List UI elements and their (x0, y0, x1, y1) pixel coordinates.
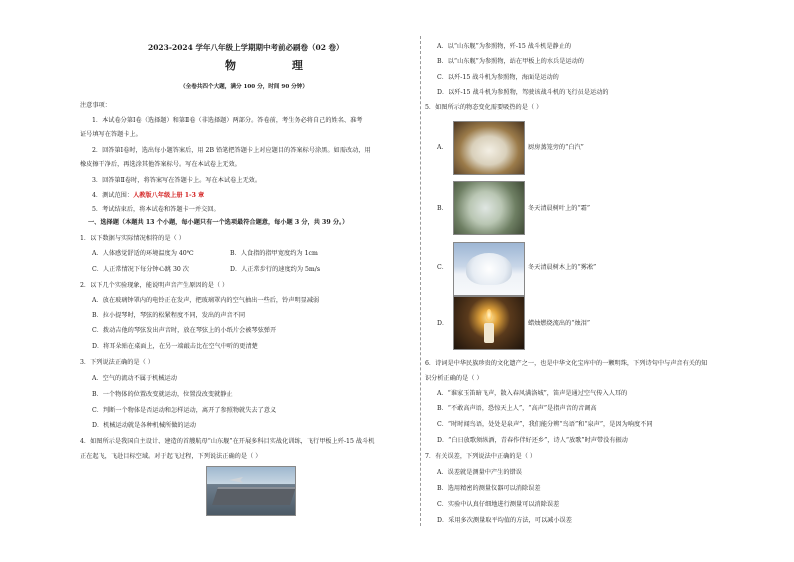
q4-option-b[interactable]: B．以“山东舰”为参照物，站在甲板上的水兵是运动的 (437, 58, 584, 65)
q4-stem-line-1: 4．如图所示是我国自主设计、建造的首艘航母“山东舰”在开展多科目实战化训练，飞行甲板上歼-15 战斗机 (80, 438, 375, 445)
exam-info: （全卷共四个大题，满分 100 分，时间 90 分钟） (180, 84, 308, 90)
q4-option-c[interactable]: C．以歼-15 战斗机为参照物，海面是运动的 (437, 74, 559, 81)
q1-stem: 1．以下数据与实际情况相符的是（ ） (80, 235, 185, 242)
section-1-heading: 一、选择题（本题共 13 个小题，每小题只有一个选项最符合题意，每小题 3 分，共 39 分。） (88, 219, 349, 226)
exam-title: 2023-2024 学年八年级上学期期中考前必刷卷（02 卷） (148, 43, 344, 52)
q5-option-c[interactable]: 冬天清晨树木上的“雾凇” (528, 264, 597, 271)
note-1a: 1．本试卷分第Ⅰ卷（选择题）和第Ⅱ卷（非选择题）两部分。答卷前，考生务必将自己的姓名、准考 (92, 117, 363, 124)
q5-option-b[interactable]: 冬天清晨树叶上的“霜” (528, 205, 591, 212)
note-4-prefix: 4．测试范围： (92, 192, 134, 199)
q5-stem: 5．如图所示的物态变化需要吸热的是（ ） (425, 104, 543, 111)
q7-option-c[interactable]: C．实验中认真仔细地进行测量可以消除误差 (437, 501, 560, 508)
steamer-photo (453, 121, 525, 175)
note-4 (92, 192, 204, 200)
test-scope: 人教版八年级上册 1-3 章 (133, 192, 205, 199)
q1-options-row-2 (80, 266, 415, 274)
frosted-tree (466, 253, 512, 285)
q1-option-a[interactable]: A．人体感觉舒适的环境温度为 40℃ (92, 250, 194, 257)
q1-option-b[interactable]: B．人食指的指甲宽度约为 1cm (230, 250, 318, 257)
rime-tree-photo (453, 242, 525, 296)
frost-leaf-photo (453, 181, 525, 235)
q4-option-a[interactable]: A．以“山东舰”为参照物，歼-15 战斗机是静止的 (437, 43, 572, 50)
q2-option-c[interactable]: C．拨动吉他的琴弦发出声音时，放在琴弦上的小纸片会被琴弦弹开 (92, 327, 277, 334)
q7-stem: 7．有关误差，下列说法中正确的是（ ） (425, 453, 537, 460)
notes-heading: 注意事项： (80, 102, 111, 109)
q6-option-c[interactable]: C．“时时闻鸟语，处处是泉声”，我们能分辨“鸟语”和“泉声”，是因为响度不同 (437, 421, 653, 428)
column-divider (420, 36, 421, 526)
q2-option-a[interactable]: A．放在玻璃钟罩内的电铃正在发声，把玻璃罩内的空气抽出一些后，铃声明显减弱 (92, 297, 320, 304)
q1-options-row-1 (80, 250, 415, 258)
fighter-jet (229, 477, 243, 483)
q7-option-d[interactable]: D．采用多次测量取平均值的方法，可以减小误差 (437, 517, 572, 524)
q2-stem: 2．以下几个实验现象，能说明声音产生原因的是（ ） (80, 282, 229, 289)
aircraft-carrier-photo (206, 466, 296, 516)
q4-stem-line-2: 正在起飞，飞赴目标空域。对于起飞过程，下列说法正确的是（ ） (80, 453, 262, 460)
note-5: 5．考试结束后，将本试卷和答题卡一并交回。 (92, 206, 220, 213)
q5-label-c[interactable]: C． (437, 264, 448, 271)
note-2a: 2．回答第Ⅰ卷时，选出每小题答案后，用 2B 铅笔把答题卡上对应题目的答案标号涂黑。如需改动，用 (92, 147, 371, 154)
q6-stem-line-2: 识分析正确的是（ ） (425, 375, 483, 382)
q7-option-a[interactable]: A．误差就是测量中产生的错误 (437, 469, 522, 476)
subject-title: 物 理 (225, 59, 329, 72)
candle-body (484, 323, 494, 343)
flight-deck (212, 487, 296, 505)
note-1b: 证号填写在答题卡上。 (80, 131, 142, 138)
q7-option-b[interactable]: B．选用精密的测量仪器可以消除误差 (437, 485, 541, 492)
candle-photo (453, 296, 525, 350)
q3-option-a[interactable]: A．空气的流动不属于机械运动 (92, 375, 177, 382)
q3-option-c[interactable]: C．判断一个物体是否运动和怎样运动，离开了参照物就失去了意义 (92, 407, 277, 414)
q2-option-d[interactable]: D．将耳朵贴在桌面上，在另一端敲击比在空气中听的更清楚 (92, 343, 258, 350)
candle-flame (486, 309, 492, 321)
q6-option-d[interactable]: D．“白日放歌须纵酒，青春作伴好还乡”，诗人“放歌”时声带没有振动 (437, 437, 628, 444)
q1-option-c[interactable]: C．人正常情况下每分钟心跳 30 次 (92, 266, 189, 273)
q6-option-a[interactable]: A．“谁家玉笛暗飞声，散入春风满洛城”，笛声是通过空气传入人耳的 (437, 390, 628, 397)
q5-option-a[interactable]: 厨房蒸笼旁的“白汽” (528, 144, 584, 151)
note-2b: 橡皮擦干净后，再选涂其他答案标号。写在本试卷上无效。 (80, 161, 241, 168)
q5-option-d[interactable]: 蜡烛燃烧流出的“烛泪” (528, 320, 591, 327)
q5-label-a[interactable]: A． (437, 144, 448, 151)
q1-option-d[interactable]: D．人正常步行的速度约为 5m/s (230, 266, 321, 273)
q5-label-d[interactable]: D． (437, 320, 449, 327)
q2-option-b[interactable]: B．拉小提琴时，琴弦的松紧程度不同，发出的声音不同 (92, 312, 246, 319)
q6-option-b[interactable]: B．“不敢高声语，恐惊天上人”，“高声”是指声音的音调高 (437, 405, 597, 412)
q3-stem: 3．下列说法正确的是（ ） (80, 359, 154, 366)
q5-label-b[interactable]: B． (437, 205, 448, 212)
note-3: 3．回答第Ⅱ卷时，将答案写在答题卡上。写在本试卷上无效。 (92, 177, 262, 184)
q3-option-b[interactable]: B．一个物体的位置改变就运动，位置没改变就静止 (92, 391, 233, 398)
q6-stem-line-1: 6．诗词是中华民族珍贵的文化遗产之一，也是中华文化宝库中的一颗明珠，下列诗句中与声音有关的知 (425, 360, 708, 367)
q4-option-d[interactable]: D．以歼-15 战斗机为参照物，驾驶该战斗机的飞行员是运动的 (437, 89, 609, 96)
q3-option-d[interactable]: D．机械运动就是各种机械所做的运动 (92, 422, 196, 429)
